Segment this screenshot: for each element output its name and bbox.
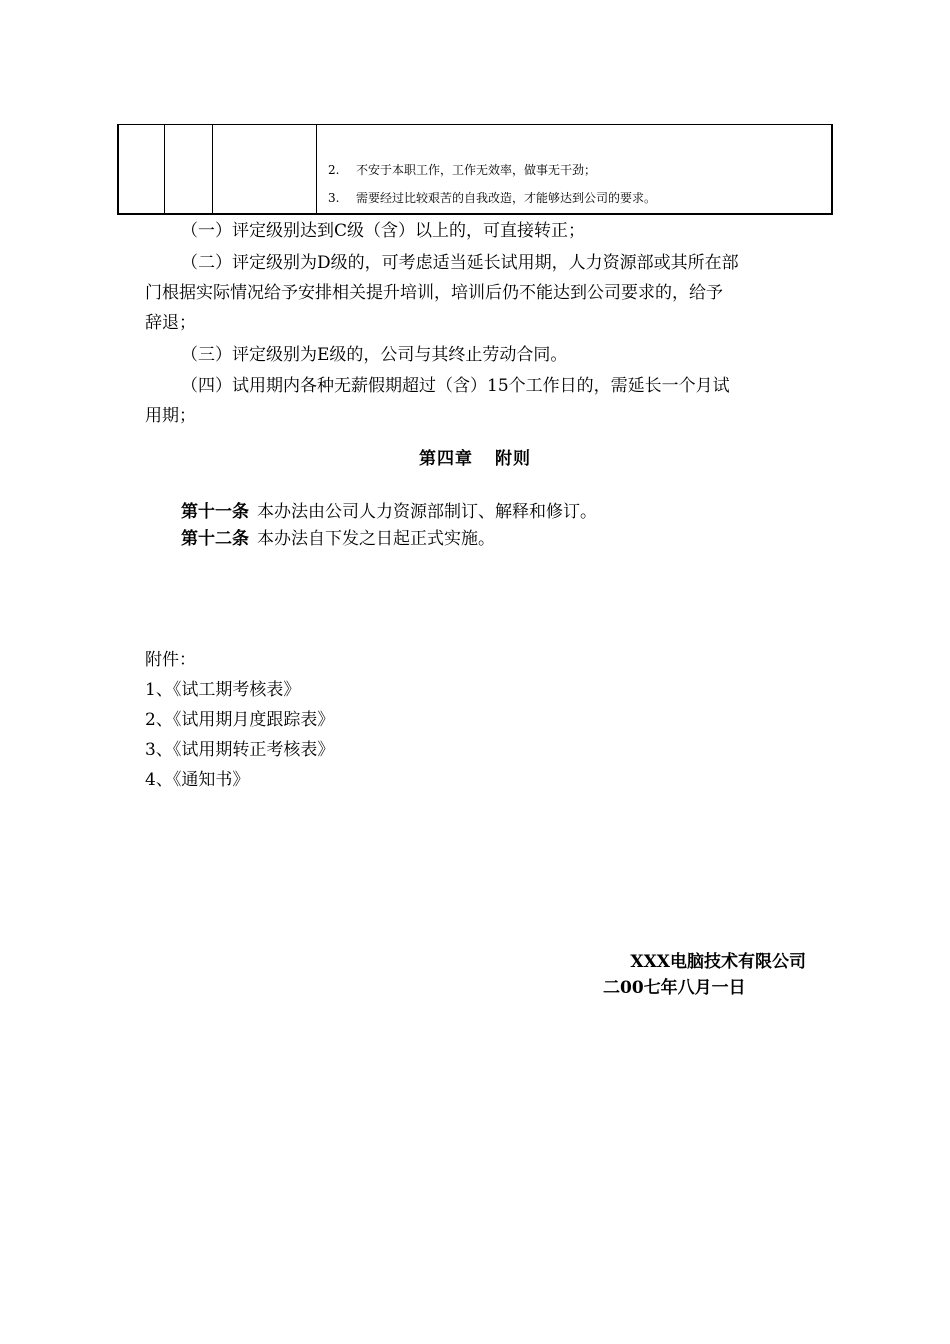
- article-twelve: [181, 525, 495, 553]
- paragraph-unpaid-leave-line2: 用期；: [145, 406, 196, 426]
- paragraph-grade-d-line1: （二）评定级别为D级的，可考虑适当延长试用期，人力资源部或其所在部: [181, 253, 739, 273]
- attachment-item: 2、《试用期月度跟踪表》: [145, 710, 335, 730]
- article-text: 本办法由公司人力资源部制订、解释和修订。: [257, 502, 597, 522]
- paragraph-grade-e: （三）评定级别为E级的，公司与其终止劳动合同。: [181, 345, 568, 365]
- company-name: XXX电脑技术有限公司: [630, 952, 806, 972]
- paragraph-grade-c: （一）评定级别达到C级（含）以上的，可直接转正；: [181, 221, 586, 241]
- table-criteria-item: [328, 190, 656, 206]
- table-criteria-item: [328, 162, 596, 178]
- paragraph-grade-d-line3: 辞退；: [145, 313, 196, 333]
- table-column-divider: [164, 125, 165, 213]
- article-label: 第十二条: [181, 529, 249, 549]
- item-number: 3.: [328, 191, 340, 205]
- item-number: 2.: [328, 163, 340, 177]
- evaluation-table-fragment: [117, 124, 833, 215]
- table-column-divider: [212, 125, 213, 213]
- paragraph-grade-d-line2: 门根据实际情况给予安排相关提升培训，培训后仍不能达到公司要求的，给予: [145, 283, 723, 303]
- attachment-item: 3、《试用期转正考核表》: [145, 740, 335, 760]
- article-label: 第十一条: [181, 502, 249, 522]
- article-eleven: [181, 498, 597, 526]
- attachment-item: 1、《试工期考核表》: [145, 680, 301, 700]
- item-text: 需要经过比较艰苦的自我改造，才能够达到公司的要求。: [356, 191, 657, 205]
- issue-date: 二00七年八月一日: [603, 978, 746, 998]
- chapter-heading: [0, 445, 950, 473]
- paragraph-unpaid-leave-line1: （四）试用期内各种无薪假期超过（含）15个工作日的，需延长一个月试: [181, 376, 730, 396]
- table-column-divider: [316, 125, 317, 213]
- attachments-heading: 附件：: [145, 650, 196, 670]
- chapter-number: 第四章: [419, 449, 473, 469]
- article-text: 本办法自下发之日起正式实施。: [257, 529, 495, 549]
- chapter-title: 附则: [495, 449, 531, 469]
- item-text: 不安于本职工作，工作无效率，做事无干劲；: [356, 163, 597, 177]
- attachment-item: 4、《通知书》: [145, 770, 250, 790]
